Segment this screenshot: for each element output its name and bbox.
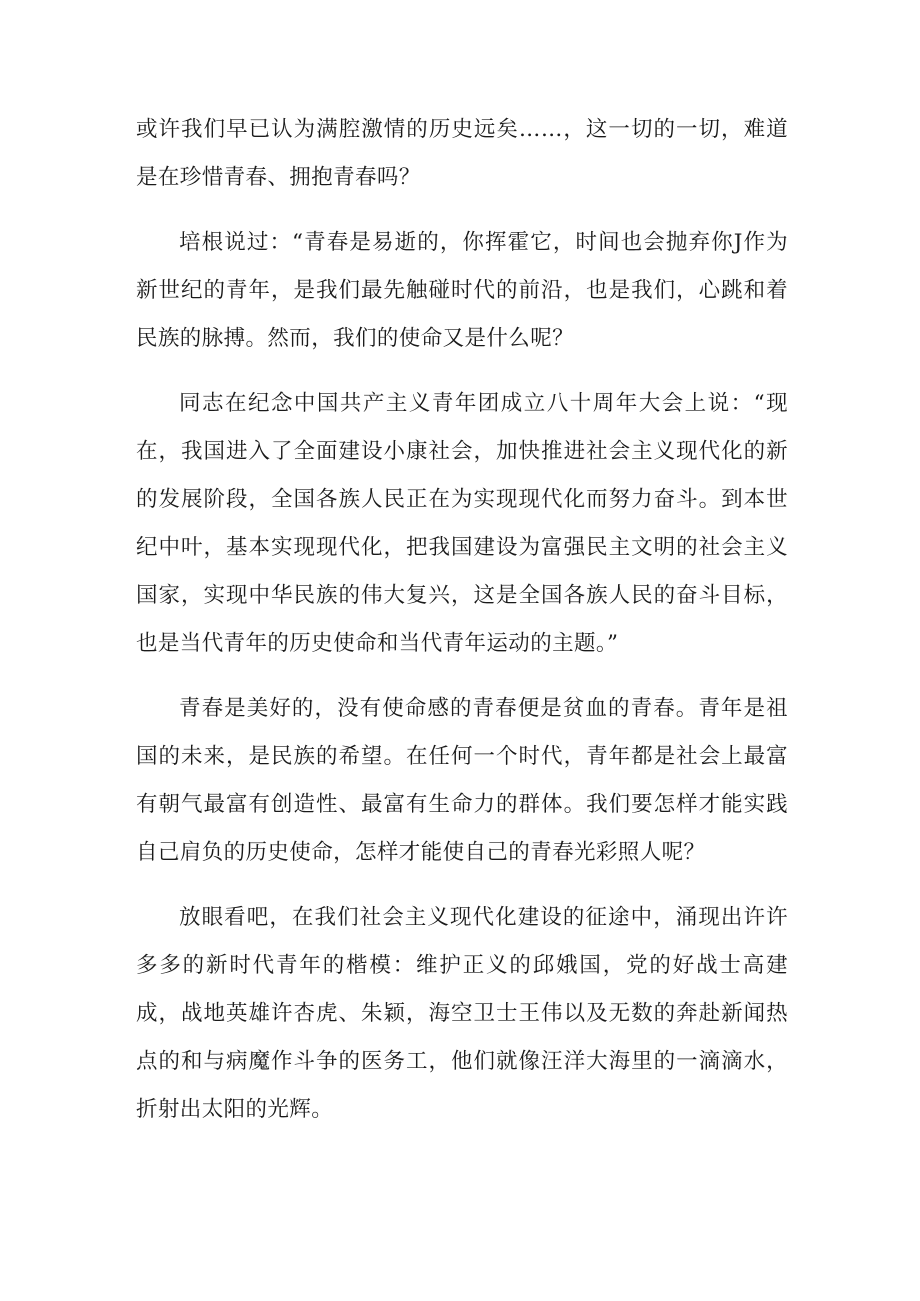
paragraph-5: 放眼看吧，在我们社会主义现代化建设的征途中，涌现出许许多多的新时代青年的楷模：维护正义的邱娥国，党的好战士高建成，战地英雄许杏虎、朱颖，海空卫士王伟以及无数的奔赴新闻热点的和与病魔作斗争的医务工，他们就像汪洋大海里的一滴滴水，折射出太阳的光辉。 [136,905,788,1122]
paragraph-3: 同志在纪念中国共产主义青年团成立八十周年大会上说：“现在，我国进入了全面建设小康社会，加快推进社会主义现代化的新的发展阶段，全国各族人民正在为实现现代化而努力奋斗。到本世纪中叶，基本实现现代化，把我国建设为富强民主文明的社会主义国家，实现中华民族的伟大复兴，这是全国各族人民的奋斗目标，也是当代青年的历史使命和当代青年运动的主题。” [136,391,788,656]
paragraph-2: 培根说过：“青春是易逝的，你挥霍它，时间也会抛弃你J作为新世纪的青年，是我们最先触碰时代的前沿，也是我们，心跳和着民族的脉搏。然而，我们的使命又是什么呢？ [136,230,788,351]
paragraph-4: 青春是美好的，没有使命感的青春便是贫血的青春。青年是祖国的未来，是民族的希望。在任何一个时代，青年都是社会上最富有朝气最富有创造性、最富有生命力的群体。我们要怎样才能实践自己肩负的历史使命，怎样才能使自己的青春光彩照人呢？ [136,696,788,865]
paragraph-1: 或许我们早已认为满腔激情的历史远矣……，这一切的一切，难道是在珍惜青春、拥抱青春吗？ [136,117,788,190]
document-body [136,106,788,1151]
